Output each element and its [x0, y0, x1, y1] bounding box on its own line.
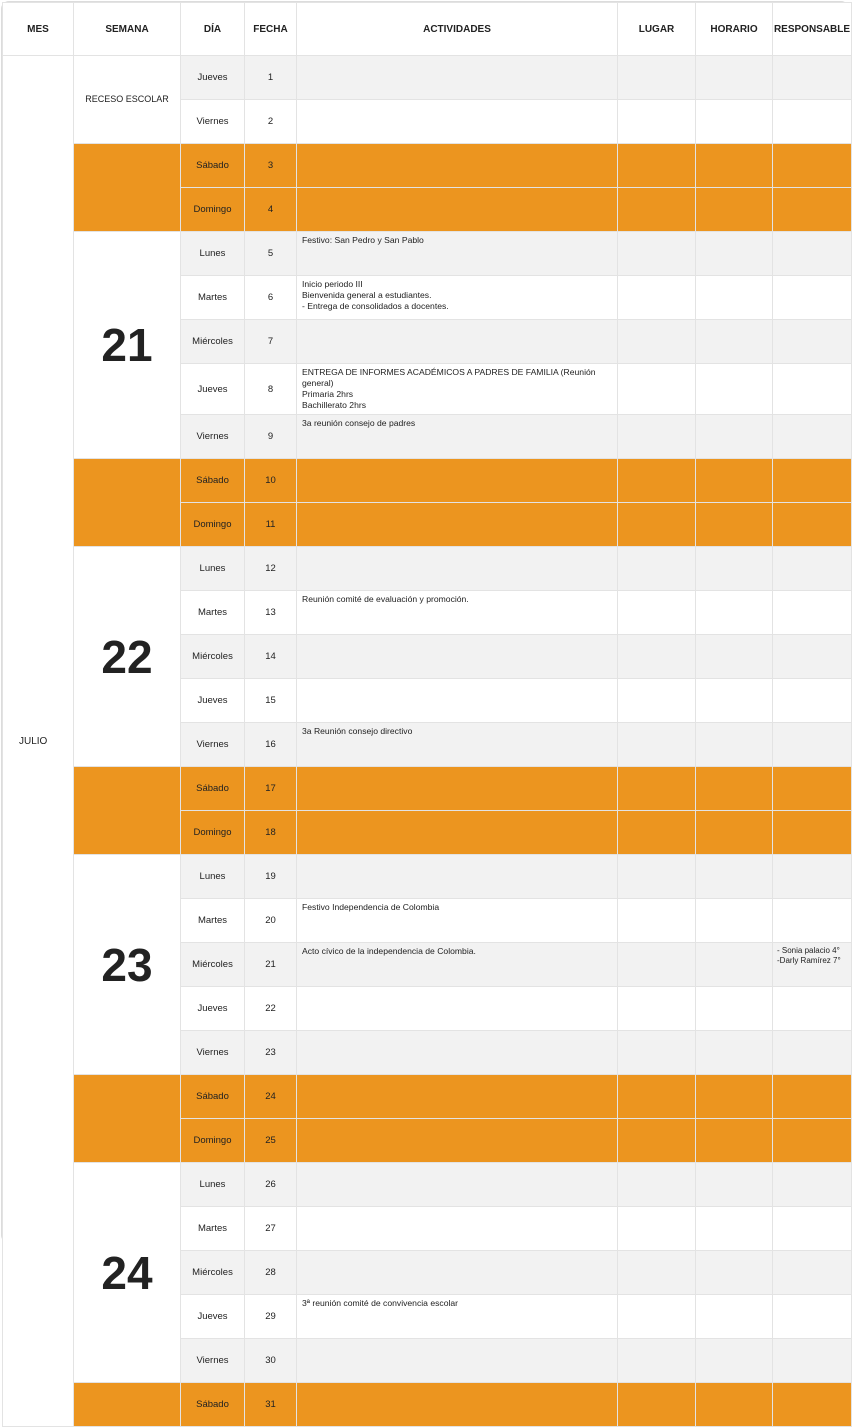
day-name: Viernes — [181, 723, 245, 767]
table-row — [3, 767, 852, 811]
schedule-cell — [696, 547, 773, 591]
schedule-cell — [696, 1339, 773, 1383]
day-name: Domingo — [181, 1119, 245, 1163]
activity-cell: Reunión comité de evaluación y promoción. — [297, 591, 618, 635]
schedule-cell — [696, 276, 773, 320]
date-number: 5 — [245, 232, 297, 276]
schedule-cell — [696, 591, 773, 635]
calendar-frame — [1, 1, 851, 1410]
schedule-cell — [696, 364, 773, 415]
schedule-cell — [696, 320, 773, 364]
activity-cell: 3a Reunión consejo directivo — [297, 723, 618, 767]
schedule-cell — [696, 987, 773, 1031]
schedule-cell — [696, 899, 773, 943]
date-number: 17 — [245, 767, 297, 811]
date-number: 13 — [245, 591, 297, 635]
week-label: 23 — [101, 938, 153, 991]
date-number: 2 — [245, 100, 297, 144]
place-cell — [618, 987, 696, 1031]
week-number — [74, 1163, 181, 1383]
date-number: 12 — [245, 547, 297, 591]
place-cell — [618, 547, 696, 591]
day-name: Martes — [181, 1207, 245, 1251]
day-name: Lunes — [181, 1163, 245, 1207]
schedule-cell — [696, 1383, 773, 1427]
activity-cell — [297, 188, 618, 232]
activity-cell — [297, 100, 618, 144]
schedule-cell — [696, 855, 773, 899]
day-name: Viernes — [181, 100, 245, 144]
responsible-cell — [773, 1339, 852, 1383]
activity-cell — [297, 56, 618, 100]
responsible-cell — [773, 276, 852, 320]
date-number: 27 — [245, 1207, 297, 1251]
schedule-cell — [696, 811, 773, 855]
header-row — [3, 3, 852, 56]
activity-cell — [297, 679, 618, 723]
day-name: Jueves — [181, 1295, 245, 1339]
weekend-week-cell — [74, 459, 181, 547]
place-cell — [618, 811, 696, 855]
responsible-cell: - Sonia palacio 4° -Darly Ramírez 7° — [773, 943, 852, 987]
activity-cell — [297, 1163, 618, 1207]
responsible-cell — [773, 1119, 852, 1163]
header-dia: DÍA — [181, 3, 245, 56]
responsible-cell — [773, 364, 852, 415]
date-number: 6 — [245, 276, 297, 320]
day-name: Miércoles — [181, 635, 245, 679]
activity-cell: Festivo Independencia de Colombia — [297, 899, 618, 943]
date-number: 22 — [245, 987, 297, 1031]
date-number: 15 — [245, 679, 297, 723]
activity-cell — [297, 1251, 618, 1295]
place-cell — [618, 723, 696, 767]
header-responsable: RESPONSABLE — [773, 3, 852, 56]
responsible-cell — [773, 987, 852, 1031]
week-number — [74, 232, 181, 459]
activity-cell — [297, 635, 618, 679]
responsible-cell — [773, 723, 852, 767]
responsible-cell — [773, 1383, 852, 1427]
table-row — [3, 547, 852, 591]
day-name: Lunes — [181, 547, 245, 591]
day-name: Jueves — [181, 364, 245, 415]
schedule-cell — [696, 943, 773, 987]
header-fecha: FECHA — [245, 3, 297, 56]
responsible-cell — [773, 811, 852, 855]
day-name: Sábado — [181, 459, 245, 503]
date-number: 24 — [245, 1075, 297, 1119]
place-cell — [618, 232, 696, 276]
activity-cell — [297, 1339, 618, 1383]
responsible-cell — [773, 547, 852, 591]
table-row — [3, 1075, 852, 1119]
responsible-cell — [773, 144, 852, 188]
date-number: 10 — [245, 459, 297, 503]
place-cell — [618, 100, 696, 144]
day-name: Lunes — [181, 232, 245, 276]
day-name: Miércoles — [181, 1251, 245, 1295]
place-cell — [618, 276, 696, 320]
schedule-cell — [696, 1075, 773, 1119]
responsible-cell — [773, 1207, 852, 1251]
place-cell — [618, 503, 696, 547]
date-number: 19 — [245, 855, 297, 899]
place-cell — [618, 364, 696, 415]
responsible-cell — [773, 635, 852, 679]
header-semana: SEMANA — [74, 3, 181, 56]
place-cell — [618, 415, 696, 459]
date-number: 23 — [245, 1031, 297, 1075]
responsible-cell — [773, 320, 852, 364]
schedule-cell — [696, 56, 773, 100]
calendar-body — [3, 56, 852, 1427]
place-cell — [618, 1295, 696, 1339]
date-number: 8 — [245, 364, 297, 415]
header-mes: MES — [3, 3, 74, 56]
date-number: 7 — [245, 320, 297, 364]
place-cell — [618, 56, 696, 100]
week-label: 21 — [101, 319, 153, 371]
activity-cell — [297, 320, 618, 364]
date-number: 28 — [245, 1251, 297, 1295]
activity-cell — [297, 987, 618, 1031]
place-cell — [618, 459, 696, 503]
responsible-cell — [773, 1075, 852, 1119]
schedule-cell — [696, 1163, 773, 1207]
activity-cell: 3ª reunión comité de convivencia escolar — [297, 1295, 618, 1339]
weekend-week-cell — [74, 1075, 181, 1163]
schedule-cell — [696, 503, 773, 547]
activity-cell: Acto cívico de la independencia de Colombia. — [297, 943, 618, 987]
week-number — [74, 855, 181, 1075]
header-horario: HORARIO — [696, 3, 773, 56]
responsible-cell — [773, 1251, 852, 1295]
place-cell — [618, 767, 696, 811]
date-number: 21 — [245, 943, 297, 987]
responsible-cell — [773, 100, 852, 144]
activity-cell: 3a reunión consejo de padres — [297, 415, 618, 459]
schedule-cell — [696, 232, 773, 276]
place-cell — [618, 1119, 696, 1163]
day-name: Domingo — [181, 811, 245, 855]
responsible-cell — [773, 415, 852, 459]
table-row — [3, 232, 852, 276]
date-number: 31 — [245, 1383, 297, 1427]
weekend-week-cell — [74, 144, 181, 232]
responsible-cell — [773, 503, 852, 547]
day-name: Viernes — [181, 1031, 245, 1075]
day-name: Jueves — [181, 679, 245, 723]
date-number: 26 — [245, 1163, 297, 1207]
activity-cell — [297, 1031, 618, 1075]
date-number: 11 — [245, 503, 297, 547]
day-name: Sábado — [181, 767, 245, 811]
place-cell — [618, 1251, 696, 1295]
schedule-cell — [696, 1207, 773, 1251]
activity-cell — [297, 767, 618, 811]
table-row — [3, 56, 852, 100]
week-label: 22 — [101, 630, 153, 683]
responsible-cell — [773, 679, 852, 723]
activity-cell: Inicio periodo III Bienvenida general a estudiantes. - Entrega de consolidados a docentes. — [297, 276, 618, 320]
responsible-cell — [773, 855, 852, 899]
month-label: JULIO — [3, 56, 74, 1427]
day-name: Sábado — [181, 144, 245, 188]
responsible-cell — [773, 56, 852, 100]
table-row — [3, 1163, 852, 1207]
activity-cell — [297, 1207, 618, 1251]
day-name: Lunes — [181, 855, 245, 899]
weekend-week-cell — [74, 1383, 181, 1427]
date-number: 29 — [245, 1295, 297, 1339]
activity-cell — [297, 503, 618, 547]
activity-cell — [297, 547, 618, 591]
day-name: Miércoles — [181, 943, 245, 987]
header-lugar: LUGAR — [618, 3, 696, 56]
responsible-cell — [773, 1163, 852, 1207]
schedule-cell — [696, 100, 773, 144]
date-number: 30 — [245, 1339, 297, 1383]
date-number: 25 — [245, 1119, 297, 1163]
place-cell — [618, 1339, 696, 1383]
day-name: Domingo — [181, 188, 245, 232]
header-actividades: ACTIVIDADES — [297, 3, 618, 56]
weekend-week-cell — [74, 767, 181, 855]
date-number: 4 — [245, 188, 297, 232]
place-cell — [618, 188, 696, 232]
place-cell — [618, 1383, 696, 1427]
schedule-cell — [696, 459, 773, 503]
schedule-cell — [696, 1251, 773, 1295]
table-row — [3, 459, 852, 503]
responsible-cell — [773, 1031, 852, 1075]
week-number — [74, 547, 181, 767]
date-number: 1 — [245, 56, 297, 100]
date-number: 9 — [245, 415, 297, 459]
schedule-cell — [696, 1295, 773, 1339]
place-cell — [618, 1075, 696, 1119]
place-cell — [618, 635, 696, 679]
place-cell — [618, 679, 696, 723]
day-name: Sábado — [181, 1075, 245, 1119]
schedule-cell — [696, 415, 773, 459]
date-number: 18 — [245, 811, 297, 855]
place-cell — [618, 144, 696, 188]
schedule-cell — [696, 767, 773, 811]
week-label: RECESO ESCOLAR — [85, 94, 169, 104]
table-row — [3, 1383, 852, 1427]
day-name: Jueves — [181, 987, 245, 1031]
responsible-cell — [773, 188, 852, 232]
day-name: Martes — [181, 276, 245, 320]
date-number: 16 — [245, 723, 297, 767]
place-cell — [618, 1031, 696, 1075]
date-number: 20 — [245, 899, 297, 943]
place-cell — [618, 591, 696, 635]
table-row — [3, 855, 852, 899]
date-number: 14 — [245, 635, 297, 679]
date-number: 3 — [245, 144, 297, 188]
day-name: Viernes — [181, 1339, 245, 1383]
activity-cell — [297, 459, 618, 503]
responsible-cell — [773, 899, 852, 943]
day-name: Viernes — [181, 415, 245, 459]
responsible-cell — [773, 591, 852, 635]
activity-cell — [297, 1119, 618, 1163]
responsible-cell — [773, 1295, 852, 1339]
day-name: Sábado — [181, 1383, 245, 1427]
day-name: Domingo — [181, 503, 245, 547]
place-cell — [618, 899, 696, 943]
place-cell — [618, 1163, 696, 1207]
schedule-cell — [696, 679, 773, 723]
schedule-cell — [696, 1119, 773, 1163]
activity-cell: ENTREGA DE INFORMES ACADÉMICOS A PADRES DE FAMILIA (Reunión general) Primaria 2hrs Bachillerato 2hrs — [297, 364, 618, 415]
responsible-cell — [773, 767, 852, 811]
schedule-cell — [696, 188, 773, 232]
table-row — [3, 144, 852, 188]
day-name: Jueves — [181, 56, 245, 100]
activities-calendar-table — [2, 2, 852, 1427]
place-cell — [618, 1207, 696, 1251]
schedule-cell — [696, 635, 773, 679]
day-name: Martes — [181, 591, 245, 635]
activity-cell — [297, 144, 618, 188]
schedule-cell — [696, 144, 773, 188]
responsible-cell — [773, 232, 852, 276]
place-cell — [618, 855, 696, 899]
week-number — [74, 56, 181, 144]
activity-cell — [297, 855, 618, 899]
schedule-cell — [696, 723, 773, 767]
day-name: Martes — [181, 899, 245, 943]
schedule-cell — [696, 1031, 773, 1075]
activity-cell: Festivo: San Pedro y San Pablo — [297, 232, 618, 276]
place-cell — [618, 943, 696, 987]
activity-cell — [297, 1075, 618, 1119]
responsible-cell — [773, 459, 852, 503]
week-label: 24 — [101, 1246, 153, 1299]
place-cell — [618, 320, 696, 364]
activity-cell — [297, 1383, 618, 1427]
day-name: Miércoles — [181, 320, 245, 364]
activity-cell — [297, 811, 618, 855]
